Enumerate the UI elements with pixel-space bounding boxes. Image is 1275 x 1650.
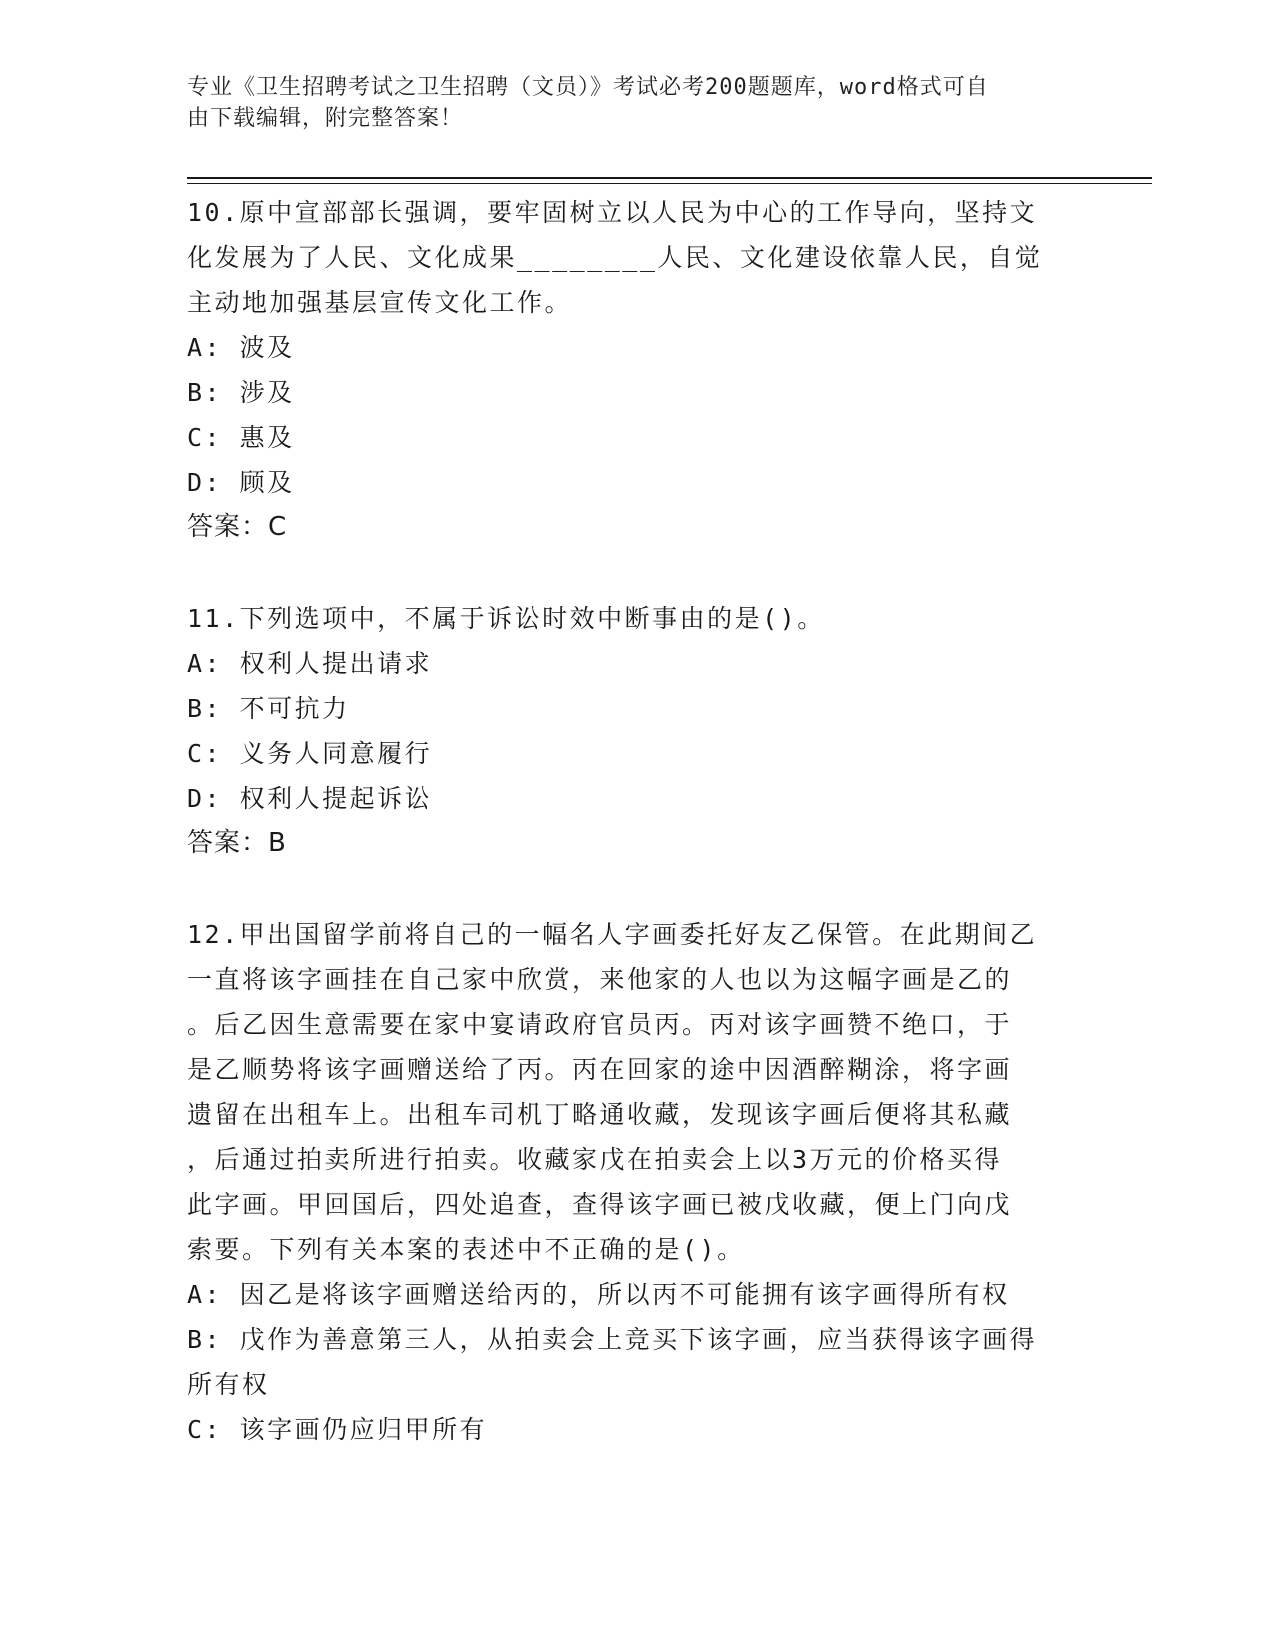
- question-stem-line: 12.甲出国留学前将自己的一幅名人字画委托好友乙保管。在此期间乙: [187, 920, 1038, 949]
- option-b-continued: 所有权: [187, 1370, 270, 1399]
- option-d: D: 顾及: [187, 468, 295, 497]
- option-d: D: 权利人提起诉讼: [187, 784, 433, 813]
- question-11: [187, 596, 1067, 866]
- question-stem-line: 一直将该字画挂在自己家中欣赏，来他家的人也以为这幅字画是乙的: [187, 965, 1013, 994]
- option-b: B: 涉及: [187, 378, 295, 407]
- question-stem-line: 遗留在出租车上。出租车司机丁略通收藏，发现该字画后便将其私藏: [187, 1100, 1013, 1129]
- option-c: C: 义务人同意履行: [187, 739, 433, 768]
- header-line-2: 由下载编辑，附完整答案！: [187, 106, 464, 131]
- answer-line: 答案：C: [187, 512, 288, 542]
- spacer: [187, 550, 1067, 596]
- option-b: B: 不可抗力: [187, 694, 350, 723]
- header-divider-thin: [187, 183, 1152, 184]
- document-header: [187, 72, 1067, 134]
- question-12: [187, 912, 1067, 1452]
- answer-line: 答案：B: [187, 828, 287, 858]
- question-stem-line: 是乙顺势将该字画赠送给了丙。丙在回家的途中因酒醉糊涂，将字画: [187, 1055, 1013, 1084]
- option-a: A: 权利人提出请求: [187, 649, 433, 678]
- option-a: A: 因乙是将该字画赠送给丙的，所以丙不可能拥有该字画得所有权: [187, 1280, 1010, 1309]
- question-stem-line: 化发展为了人民、文化成果________人民、文化建设依靠人民，自觉: [187, 243, 1043, 272]
- question-stem-line: 11.下列选项中，不属于诉讼时效中断事由的是()。: [187, 604, 825, 633]
- question-stem-line: 主动地加强基层宣传文化工作。: [187, 288, 573, 317]
- question-stem-line: 10.原中宣部部长强调，要牢固树立以人民为中心的工作导向，坚持文: [187, 198, 1038, 227]
- question-stem-line: ，后通过拍卖所进行拍卖。收藏家戊在拍卖会上以3万元的价格买得: [187, 1145, 1003, 1174]
- question-stem-line: 索要。下列有关本案的表述中不正确的是()。: [187, 1235, 745, 1264]
- option-c: C: 惠及: [187, 423, 295, 452]
- question-stem-line: 。后乙因生意需要在家中宴请政府官员丙。丙对该字画赞不绝口，于: [187, 1010, 1013, 1039]
- option-c: C: 该字画仍应归甲所有: [187, 1415, 488, 1444]
- option-a: A: 波及: [187, 333, 295, 362]
- header-divider: [187, 177, 1152, 179]
- question-stem-line: 此字画。甲回国后，四处追查，查得该字画已被戊收藏，便上门向戊: [187, 1190, 1013, 1219]
- question-10: [187, 190, 1067, 550]
- header-line-1: 专业《卫生招聘考试之卫生招聘（文员）》考试必考200题题库，word格式可自: [187, 75, 989, 100]
- option-b: B: 戊作为善意第三人，从拍卖会上竞买下该字画，应当获得该字画得: [187, 1325, 1038, 1354]
- spacer: [187, 866, 1067, 912]
- question-list: [187, 190, 1067, 1452]
